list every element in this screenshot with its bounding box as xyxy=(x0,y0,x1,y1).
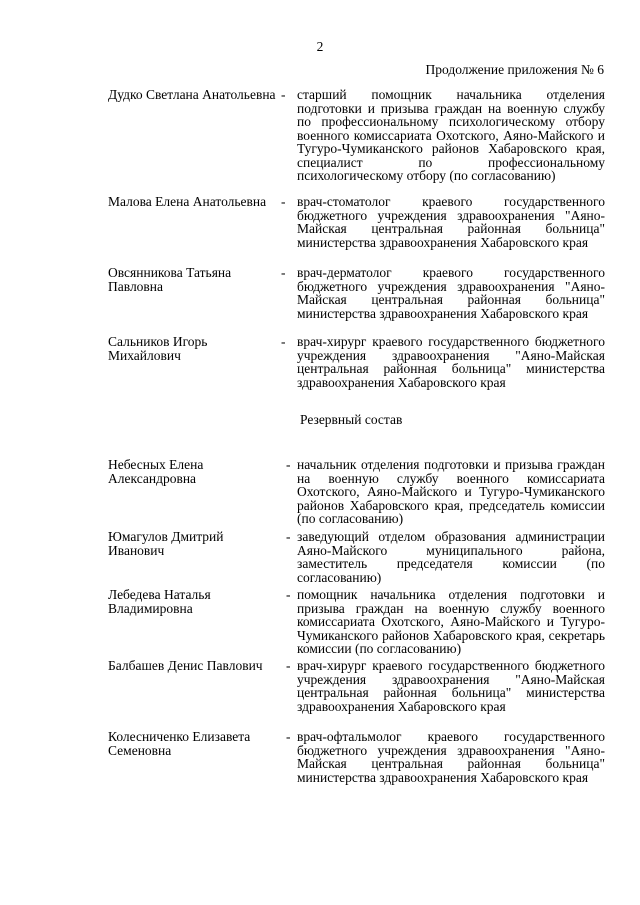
member-dash: - xyxy=(286,587,291,602)
member-role: помощник начальника отделения подготовки и призыва граждан на военную службу военного комиссариата Охотского, Аяно-Майского и Тугуро-Чумиканского районов Хабаровского края, секретарь комиссии (по согласованию) xyxy=(297,587,605,656)
member-dash: - xyxy=(281,265,286,280)
member-dash: - xyxy=(286,457,291,472)
member-name: Небесных Елена Александровна xyxy=(108,457,204,486)
member-name: Юмагулов Дмитрий Иванович xyxy=(108,529,224,558)
member-role: начальник отделения подготовки и призыва граждан на военную службу военного комиссариата Охотского, Аяно-Майского и Тугуро-Чумиканского районов Хабаровского края, председатель комиссии (по согласованию) xyxy=(297,457,605,526)
member-dash: - xyxy=(286,529,291,544)
member-dash: - xyxy=(281,194,286,209)
member-dash: - xyxy=(286,658,291,673)
member-role: врач-хирург краевого государственного бюджетного учреждения здравоохранения "Аяно-Майская центральная районная больница" министерства здравоохранения Хабаровского края xyxy=(297,658,605,714)
member-dash: - xyxy=(281,87,286,102)
member-name: Малова Елена Анатольевна xyxy=(108,194,267,209)
member-name: Колесниченко Елизавета Семеновна xyxy=(108,729,251,758)
member-dash: - xyxy=(281,334,286,349)
member-role: заведующий отделом образования администрации Аяно-Майского муниципального района, заместитель председателя комиссии (по согласованию) xyxy=(297,529,605,585)
member-name: Дудко Светлана Анатольевна xyxy=(108,87,276,102)
member-role: врач-стоматолог краевого государственного бюджетного учреждения здравоохранения "Аяно-Майская центральная районная больница" министерства здравоохранения Хабаровского края xyxy=(297,194,605,250)
member-role: врач-хирург краевого государственного бюджетного учреждения здравоохранения "Аяно-Майская центральная районная больница" министерства здравоохранения Хабаровского края xyxy=(297,334,605,390)
member-name: Овсянникова Татьяна Павловна xyxy=(108,265,232,294)
member-name: Сальников Игорь Михайлович xyxy=(108,334,208,363)
member-dash: - xyxy=(286,729,291,744)
member-role: врач-дерматолог краевого государственного бюджетного учреждения здравоохранения "Аяно-Майская центральная районная больница" министерства здравоохранения Хабаровского края xyxy=(297,265,605,321)
member-role: старший помощник начальника отделения подготовки и призыва граждан на военную службу по профессиональному психологическому отбору военного комиссариата Охотского, Аяно-Майского и Тугуро-Чумиканского районов Хабаровского края, специалист по профессиональному психологическому отбору (по согласованию) xyxy=(297,87,605,183)
member-role: врач-офтальмолог краевого государственного бюджетного учреждения здравоохранения "Аяно-Майская центральная районная больница" министерства здравоохранения Хабаровского края xyxy=(297,729,605,785)
member-name: Лебедева Наталья Владимировна xyxy=(108,587,211,616)
reserve-heading: Резервный состав xyxy=(300,412,403,427)
continuation-label: Продолжение приложения № 6 xyxy=(425,62,604,77)
page-number: 2 xyxy=(316,39,324,54)
member-name: Балбашев Денис Павлович xyxy=(108,658,263,673)
